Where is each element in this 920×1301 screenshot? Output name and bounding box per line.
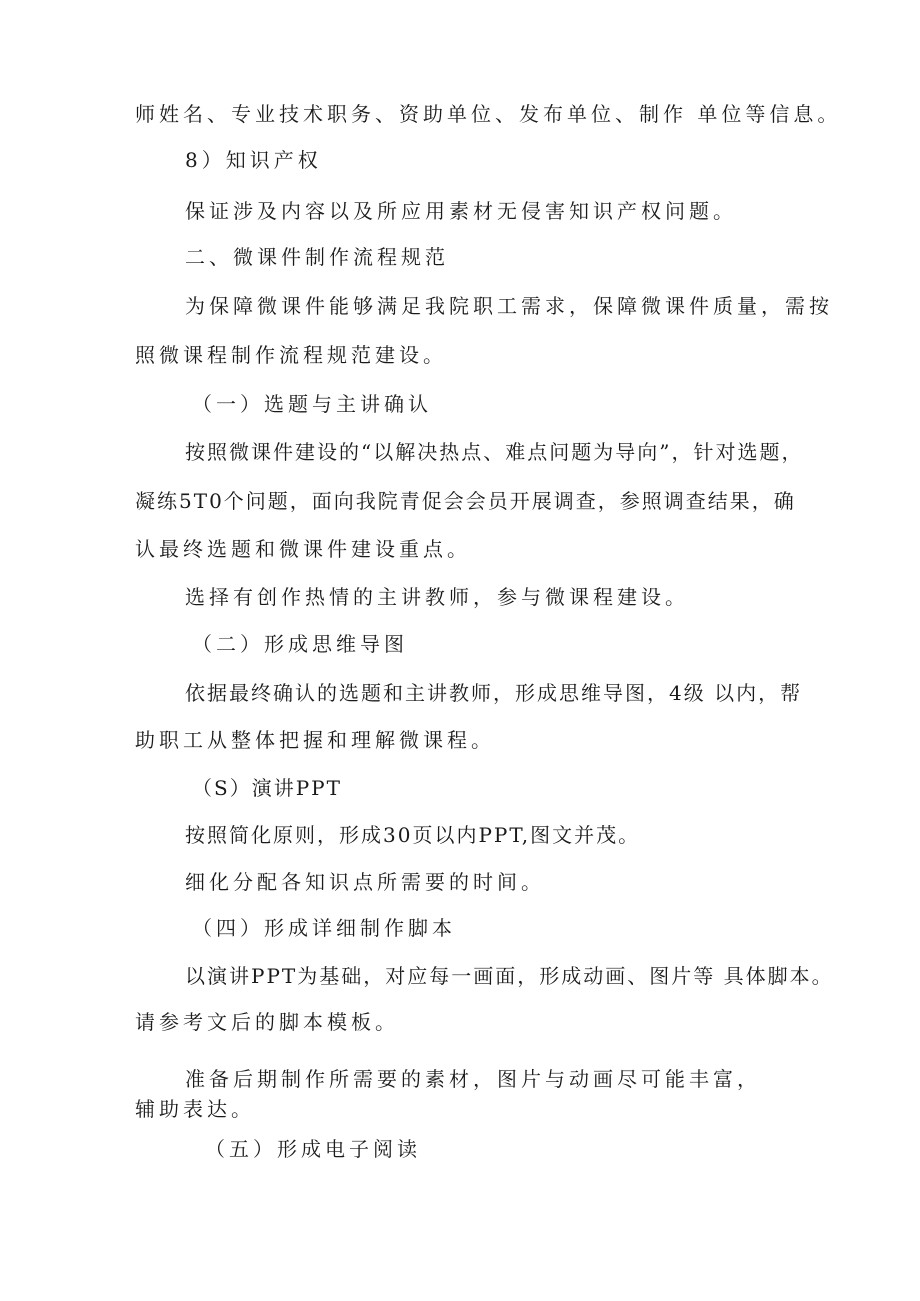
body-text-line: 辅助表达。: [135, 1097, 255, 1121]
body-text-line: 认最终选题和微课件建设重点。: [135, 537, 471, 561]
body-text-line: 照微课程制作流程规范建设。: [135, 343, 447, 367]
subsection-heading: （五）形成电子阅读: [205, 1137, 421, 1161]
body-text-line: 按照简化原则，形成30页以内PPT,图文并茂。: [185, 823, 641, 847]
body-text-line: 细化分配各知识点所需要的时间。: [185, 870, 545, 894]
body-text-line: 为保障微课件能够满足我院职工需求，保障微课件质量，需按: [185, 294, 833, 318]
body-text-line: 准备后期制作所需要的素材，图片与动画尽可能丰富，: [185, 1067, 761, 1091]
body-text-line: 依据最终确认的选题和主讲教师，形成思维导图，4级 以内，帮: [185, 681, 803, 705]
section-heading: 8）知识产权: [185, 148, 322, 172]
body-text-line: 请参考文后的脚本模板。: [135, 1010, 399, 1034]
body-text-line: 按照微课件建设的“以解决热点、难点问题为导向”，针对选题，: [185, 440, 804, 464]
body-text-line: 助职工从整体把握和理解微课程。: [135, 728, 495, 752]
body-text-line: 保证涉及内容以及所应用素材无侵害知识产权问题。: [185, 199, 737, 223]
subsection-heading: （四）形成详细制作脚本: [192, 916, 456, 940]
body-text-line: 凝练5T0个问题，面向我院青促会会员开展调查，参照调查结果，确: [135, 489, 796, 513]
body-text-line: 师姓名、专业技术职务、资助单位、发布单位、制作 单位等信息。: [135, 102, 842, 126]
subsection-heading: （二）形成思维导图: [192, 632, 408, 656]
subsection-heading: （一）选题与主讲确认: [192, 392, 432, 416]
section-heading: 二、微课件制作流程规范: [185, 245, 449, 269]
subsection-heading: （S）演讲PPT: [192, 776, 342, 800]
body-text-line: 选择有创作热情的主讲教师，参与微课程建设。: [185, 585, 689, 609]
body-text-line: 以演讲PPT为基础，对应每一画面，形成动画、图片等 具体脚本。: [185, 964, 834, 988]
